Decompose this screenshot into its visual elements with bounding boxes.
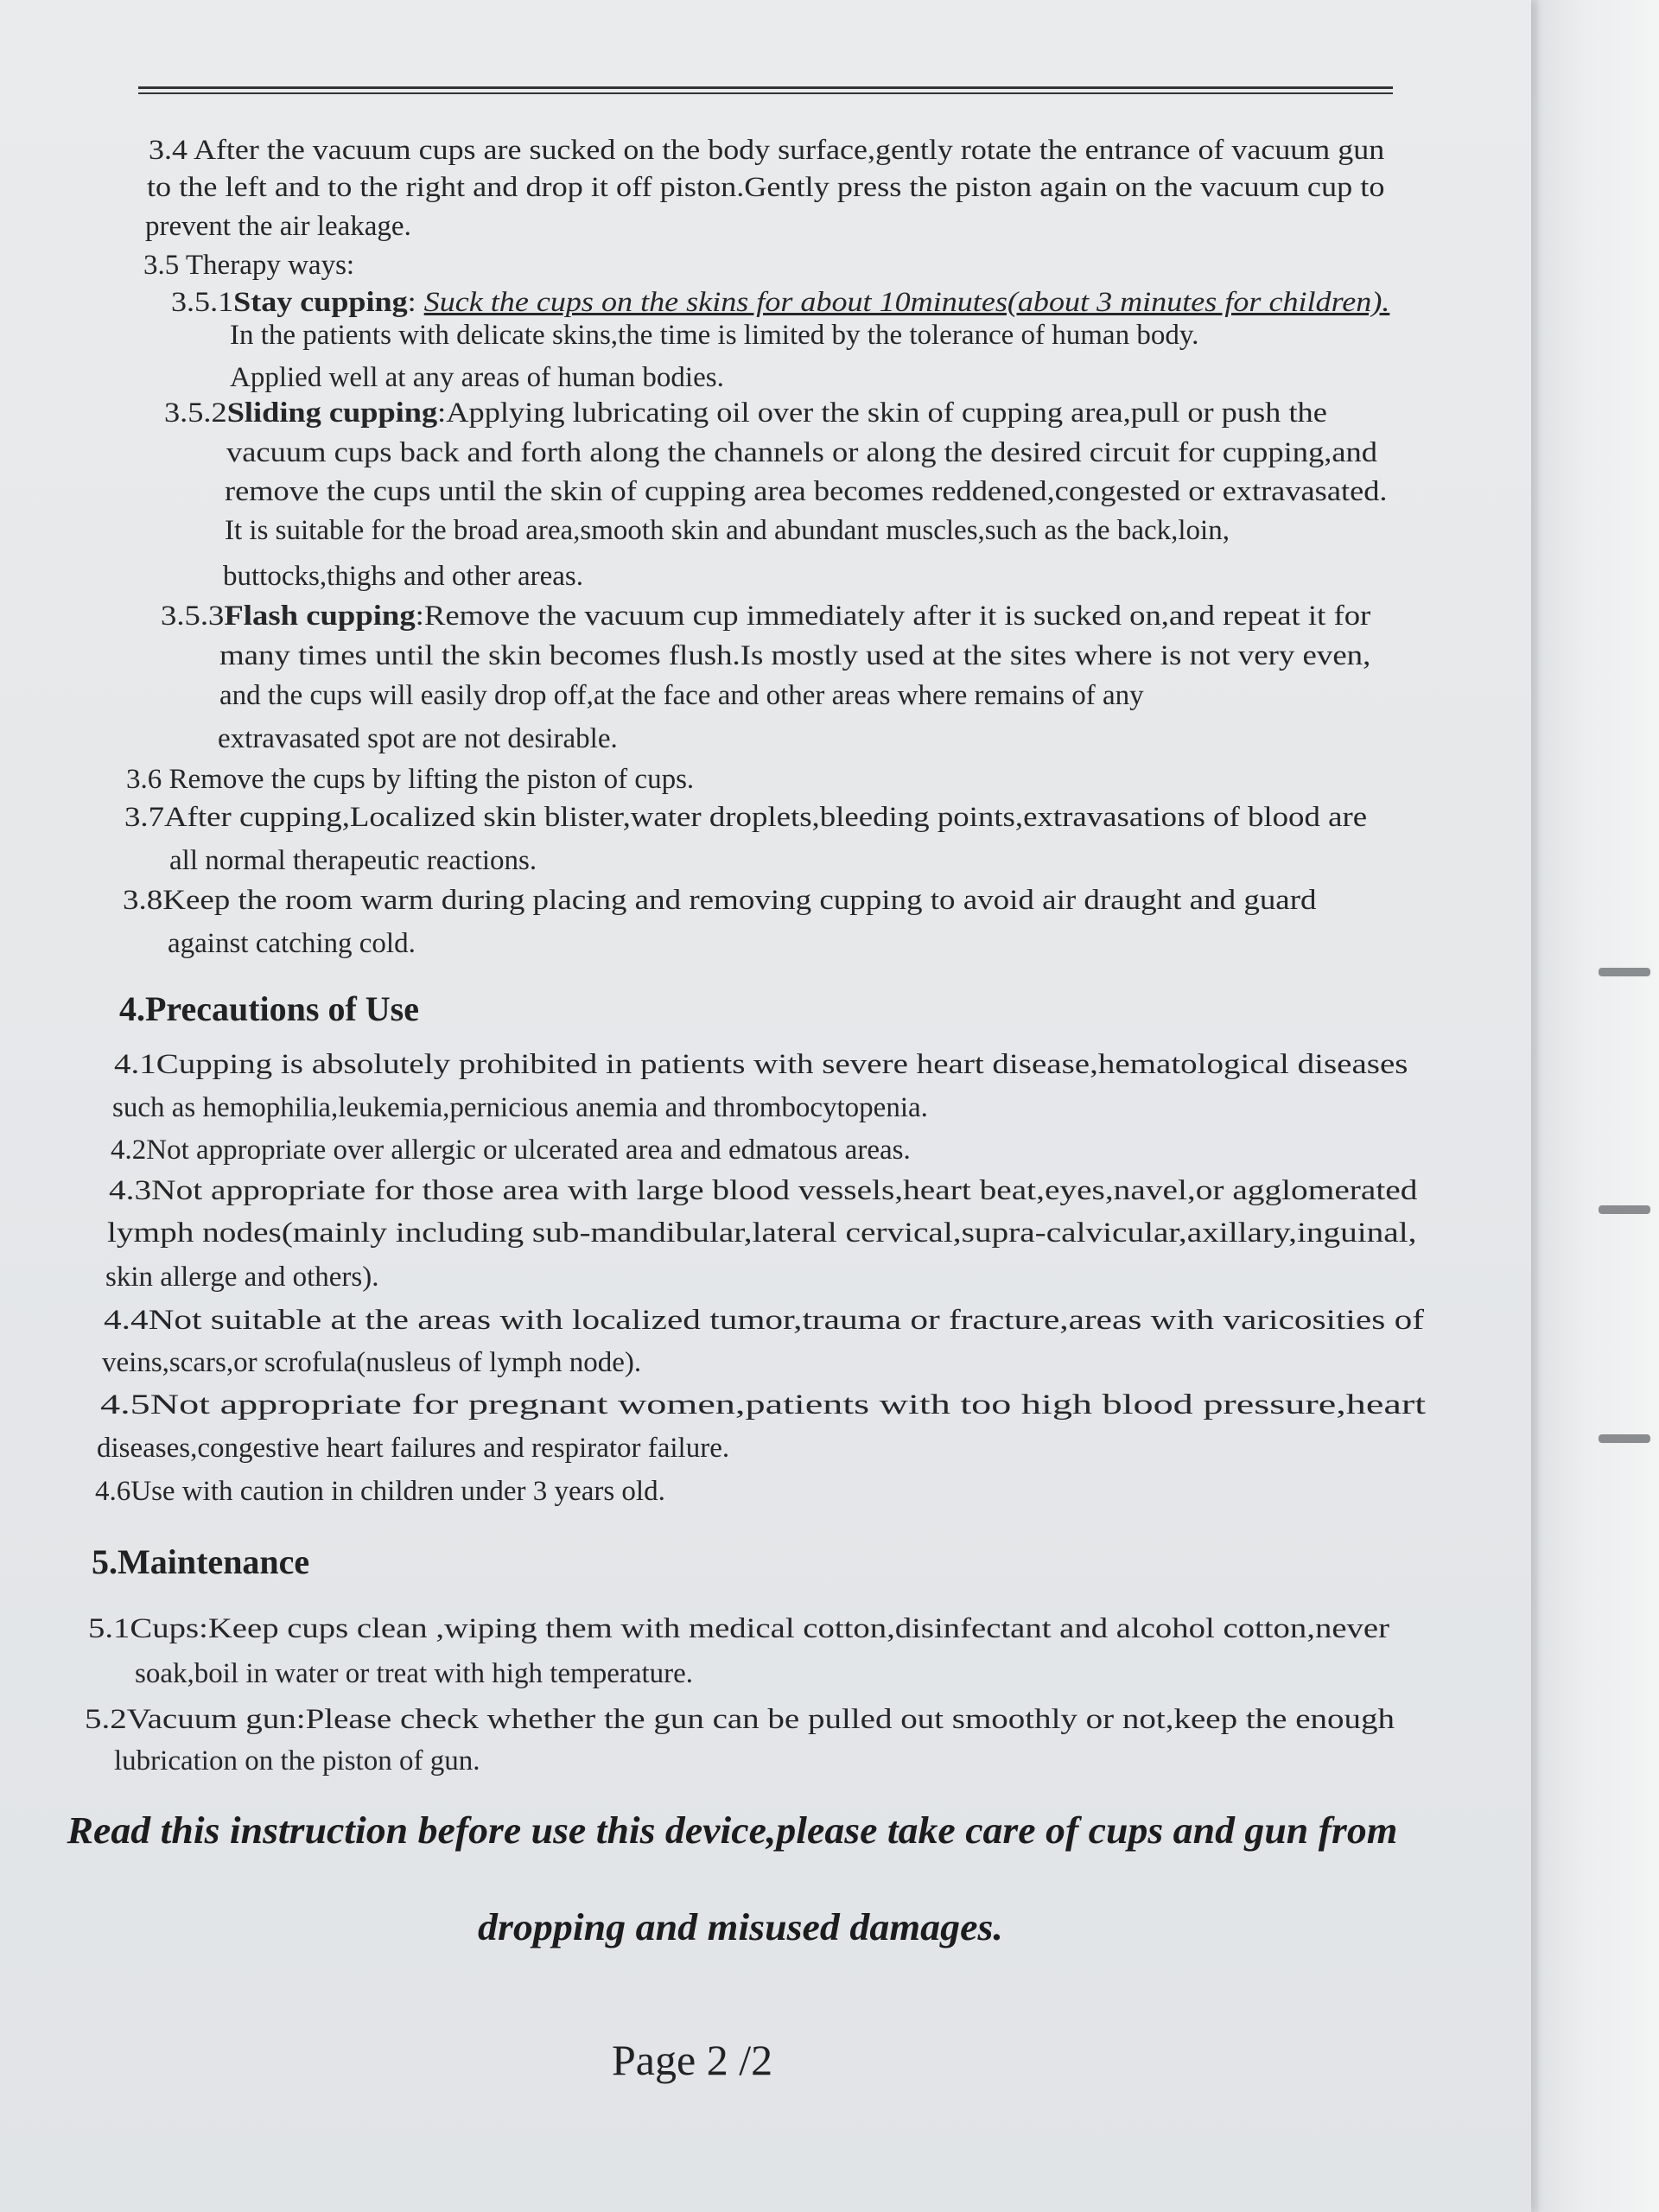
header-rule	[138, 86, 1393, 89]
section-3-7-line-2: all normal therapeutic reactions.	[169, 845, 537, 876]
section-3-5-1-line-2: In the patients with delicate skins,the time is limited by the tolerance of human body.	[230, 320, 1199, 351]
section-3-7-line-1: 3.7After cupping,Localized skin blister,water droplets,bleeding points,extravasations of blood are	[124, 802, 1368, 833]
section-3-5-2-line-2: vacuum cups back and forth along the channels or along the desired circuit for cupping,and	[226, 437, 1378, 468]
section-5-2-line-2: lubrication on the piston of gun.	[114, 1745, 480, 1777]
section-3-4-line-1: 3.4 After the vacuum cups are sucked on the body surface,gently rotate the entrance of vacuum gun	[149, 135, 1385, 166]
section-4-1-line-1: 4.1Cupping is absolutely prohibited in patients with severe heart disease,hematological diseases	[114, 1049, 1408, 1080]
section-4-4-line-2: veins,scars,or scrofula(nusleus of lymph node).	[102, 1347, 642, 1378]
section-4-heading: 4.Precautions of Use	[119, 989, 419, 1028]
section-4-4-line-1: 4.4Not suitable at the areas with localized tumor,trauma or fracture,areas with varicosities of	[104, 1305, 1424, 1336]
section-5-2-line-1: 5.2Vacuum gun:Please check whether the gun can be pulled out smoothly or not,keep the enough	[85, 1704, 1395, 1735]
section-4-5-line-2: diseases,congestive heart failures and respirator failure.	[97, 1433, 730, 1464]
section-number: 3.5.1	[171, 287, 234, 318]
term-flash-cupping: Flash cupping	[224, 601, 416, 632]
section-3-5-2-line-1	[164, 399, 1327, 428]
section-4-3-line-2: lymph nodes(mainly including sub-mandibular,lateral cervical,supra-calvicular,axillary,inguinal,	[107, 1217, 1417, 1249]
section-4-6: 4.6Use with caution in children under 3 years old.	[95, 1476, 665, 1507]
flash-cupping-text: :Remove the vacuum cup immediately after it is sucked on,and repeat it for	[415, 601, 1371, 632]
stay-cupping-emphasis: Suck the cups on the skins for about 10minutes(about 3 minutes for children).	[423, 287, 1390, 318]
section-4-3-line-1: 4.3Not appropriate for those area with large blood vessels,heart beat,eyes,navel,or agglomerated	[109, 1175, 1418, 1206]
section-3-6: 3.6 Remove the cups by lifting the piston of cups.	[126, 764, 695, 795]
term-sliding-cupping: Sliding cupping	[226, 397, 438, 429]
sliding-cupping-text: :Applying lubricating oil over the skin of cupping area,pull or push the	[437, 397, 1327, 429]
section-5-1-line-1: 5.1Cups:Keep cups clean ,wiping them with medical cotton,disinfectant and alcohol cotton,never	[88, 1613, 1390, 1644]
section-4-3-line-3: skin allerge and others).	[105, 1262, 379, 1293]
foam-notch	[1599, 968, 1650, 976]
term-stay-cupping: Stay cupping	[233, 287, 408, 318]
header-rule-thin	[138, 92, 1393, 94]
section-3-5-1-line-1	[171, 289, 1389, 317]
page-number: Page 2 /2	[612, 2036, 773, 2084]
foam-packaging-background	[1538, 0, 1659, 2212]
section-4-2: 4.2Not appropriate over allergic or ulcerated area and edmatous areas.	[111, 1135, 911, 1166]
section-4-5-line-1: 4.5Not appropriate for pregnant women,patients with too high blood pressure,heart	[100, 1389, 1427, 1421]
section-3-4-line-2: to the left and to the right and drop it off piston.Gently press the piston again on the vacuum cup to	[147, 172, 1385, 203]
section-3-8-line-2: against catching cold.	[168, 928, 416, 959]
section-3-5-2-line-3: remove the cups until the skin of cupping area becomes reddened,congested or extravasated.	[225, 476, 1388, 507]
section-3-5-title: 3.5 Therapy ways:	[143, 250, 355, 281]
section-number: 3.5.2	[164, 397, 227, 429]
section-3-4-line-3: prevent the air leakage.	[145, 211, 411, 242]
section-3-5-1-line-3: Applied well at any areas of human bodies.	[230, 362, 724, 393]
section-5-1-line-2: soak,boil in water or treat with high temperature.	[135, 1658, 694, 1689]
section-3-8-line-1: 3.8Keep the room warm during placing and removing cupping to avoid air draught and guard	[123, 885, 1317, 916]
foam-notch	[1599, 1205, 1650, 1214]
section-3-5-3-line-1	[161, 602, 1370, 631]
closing-warning-line-1: Read this instruction before use this device,please take care of cups and gun from	[67, 1809, 1398, 1852]
section-3-5-3-line-3: and the cups will easily drop off,at the face and other areas where remains of any	[219, 680, 1144, 711]
separator: :	[407, 287, 424, 318]
section-3-5-3-line-2: many times until the skin becomes flush.Is mostly used at the sites where is not very even,	[219, 640, 1371, 671]
section-number: 3.5.3	[161, 601, 225, 632]
section-5-heading: 5.Maintenance	[92, 1542, 310, 1581]
foam-notch	[1599, 1434, 1650, 1443]
closing-warning-line-2: dropping and misused damages.	[478, 1906, 1003, 1948]
section-3-5-3-line-4: extravasated spot are not desirable.	[218, 723, 618, 754]
section-4-1-line-2: such as hemophilia,leukemia,pernicious anemia and thrombocytopenia.	[112, 1092, 928, 1123]
section-3-5-2-line-5: buttocks,thighs and other areas.	[223, 561, 583, 592]
section-3-5-2-line-4: It is suitable for the broad area,smooth skin and abundant muscles,such as the back,loin,	[225, 515, 1230, 546]
